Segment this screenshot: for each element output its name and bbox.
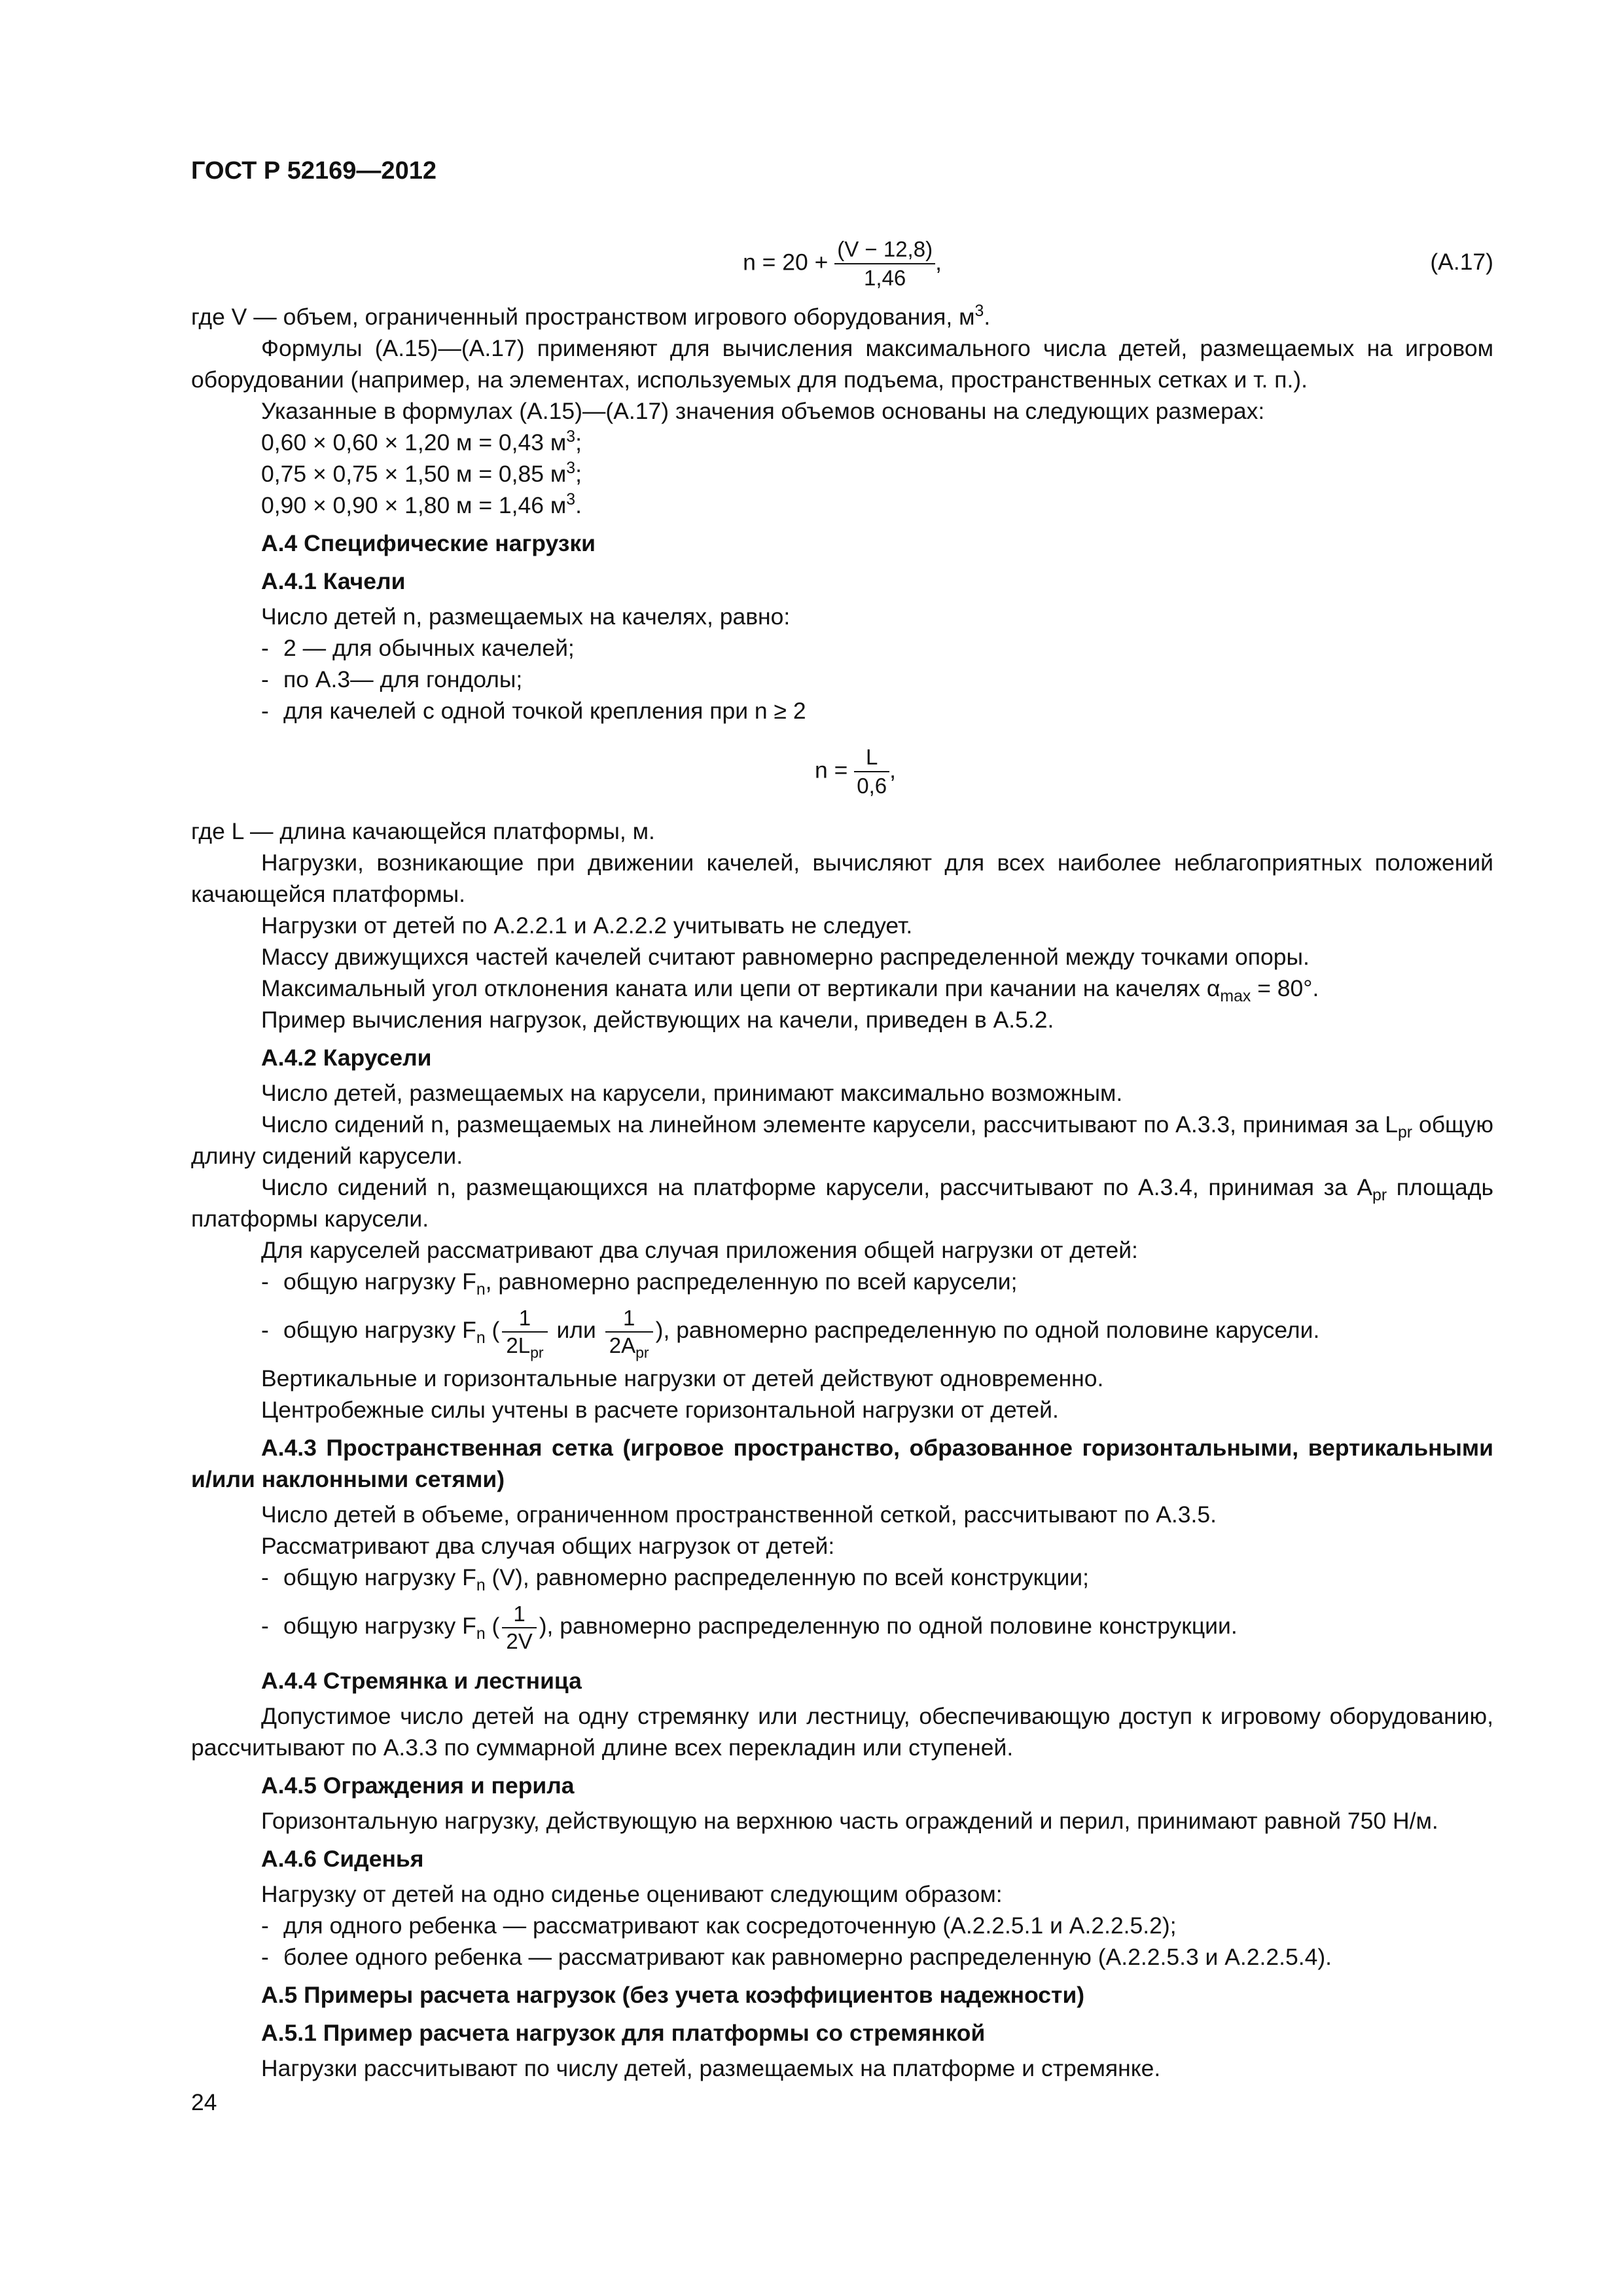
fraction: $\frac{1}{2L_{pr}}$ — [502, 1305, 547, 1359]
formula-tail: , — [935, 249, 942, 275]
heading-a41: А.4.1 Качели — [261, 568, 406, 594]
paragraph: Пример вычисления нагрузок, действующих на качели, приведен в А.5.2. — [261, 1007, 1054, 1033]
paragraph: Центробежные силы учтены в расчете горизонтальной нагрузки от детей. — [261, 1397, 1059, 1423]
list-item: - для качелей с одной точкой крепления при n ≥ 2 — [261, 698, 806, 724]
formula-tail: , — [889, 757, 896, 783]
formula-swing — [191, 730, 1493, 809]
paragraph-volumes: Указанные в формулах (А.15)—(А.17) значения объемов основаны на следующих размерах: — [261, 398, 1265, 424]
paragraph: Допустимое число детей на одну стремянку или лестницу, обеспечивающую доступ к игровому оборудованию, рассчитывают по А.3.3 по суммарной длине всех перекладин или ступеней. — [191, 1703, 1493, 1761]
fraction: $\frac{1}{2V}$ — [502, 1601, 536, 1655]
paragraph: Число сидений n, размещающихся на платформе карусели, рассчитывают по А.3.4, принимая за $A_{pr}$ площадь платформы карусели. — [191, 1174, 1493, 1232]
volume-line-3: 0,90 × 0,90 × 1,80 м = 1,46 $м^3$. — [261, 491, 582, 518]
page-body — [191, 223, 1493, 2084]
paragraph: Число сидений n, размещаемых на линейном элементе карусели, рассчитывают по А.3.3, принимая за $L_{pr}$ общую длину сидений карусели. — [191, 1111, 1494, 1169]
fraction — [834, 236, 935, 292]
volume-line-2: 0,75 × 0,75 × 1,50 м = 0,85 $м^3$; — [261, 459, 582, 487]
heading-a44: А.4.4 Стремянка и лестница — [261, 1668, 582, 1694]
paragraph: Вертикальные и горизонтальные нагрузки от детей действуют одновременно. — [261, 1365, 1104, 1391]
fraction-numerator: L — [854, 744, 889, 772]
paragraph-where-l: где L — длина качающейся платформы, м. — [191, 818, 655, 844]
fraction-denominator: 1,46 — [864, 265, 906, 290]
paragraph: Число детей в объеме, ограниченном пространственной сеткой, рассчитывают по А.3.5. — [261, 1501, 1217, 1528]
paragraph: Нагрузки от детей по А.2.2.1 и А.2.2.2 учитывать не следует. — [261, 912, 913, 939]
list-item: - общую нагрузку $F_n$, равномерно распределенную по всей карусели; — [261, 1268, 1018, 1299]
heading-a42: А.4.2 Карусели — [261, 1045, 432, 1071]
volume-line-1: 0,60 × 0,60 × 1,20 м = 0,43 $м^3$; — [261, 428, 582, 456]
paragraph: Число детей, размещаемых на карусели, принимают максимально возможным. — [261, 1080, 1123, 1106]
paragraph: Для каруселей рассматривают два случая приложения общей нагрузки от детей: — [261, 1237, 1138, 1263]
list-item: - для одного ребенка — рассматривают как сосредоточенную (А.2.2.5.1 и А.2.2.5.2); — [261, 1912, 1177, 1939]
list-item: - более одного ребенка — рассматривают как равномерно распределенную (А.2.2.5.3 и А.2.2.5.4). — [261, 1944, 1332, 1970]
list-item: - общую нагрузку $F_n$ ( $\frac{1}{2L_{pr}}$ или $\frac{1}{2A_{pr}}$ ), равномерно распределенную по одной половине карусели. — [261, 1305, 1320, 1361]
paragraph-where-v: где V — объем, ограниченный пространством игрового оборудования, $м^3$. — [191, 302, 991, 330]
formula-a17 — [191, 223, 1493, 301]
formula-tag: (А.17) — [1430, 249, 1493, 275]
heading-a45: А.4.5 Ограждения и перила — [261, 1772, 575, 1799]
fraction — [854, 744, 889, 800]
paragraph: Горизонтальную нагрузку, действующую на верхнюю часть ограждений и перил, принимают равной 750 Н/м. — [261, 1808, 1438, 1834]
page-number: 24 — [191, 2089, 217, 2115]
list-item: - по А.3— для гондолы; — [261, 666, 523, 692]
fraction-numerator: (V − 12,8) — [834, 236, 935, 264]
paragraph-a41-intro: Число детей n, размещаемых на качелях, равно: — [261, 603, 791, 630]
paragraph: Нагрузки, возникающие при движении качелей, вычисляют для всех наиболее неблагоприятных положений качающейся платформы. — [191, 850, 1493, 907]
list-item: - 2 — для обычных качелей; — [261, 635, 575, 661]
fraction: $\frac{1}{2A_{pr}}$ — [605, 1305, 653, 1359]
heading-a43: А.4.3 Пространственная сетка (игровое пространство, образованное горизонтальными, вертикальными и/или наклонными сетями) — [191, 1435, 1493, 1492]
paragraph: Максимальный угол отклонения каната или цепи от вертикали при качании на качелях $\alpha_{max} = 80^\circ$. — [261, 975, 1319, 1006]
heading-a46: А.4.6 Сиденья — [261, 1846, 424, 1872]
paragraph-formulas-use: Формулы (А.15)—(А.17) применяют для вычисления максимального числа детей, размещаемых на игровом оборудовании (например, на элементах, используемых для подъема, пространственных сетках и т. п.). — [191, 335, 1493, 393]
list-item: - общую нагрузку $F_n$ (V), равномерно распределенную по всей конструкции; — [261, 1564, 1089, 1595]
heading-a5: А.5 Примеры расчета нагрузок (без учета коэффициентов надежности) — [261, 1982, 1085, 2008]
paragraph: Нагрузки рассчитывают по числу детей, размещаемых на платформе и стремянке. — [261, 2055, 1161, 2081]
heading-a4: А.4 Специфические нагрузки — [261, 530, 596, 556]
fraction-denominator: 0,6 — [857, 773, 887, 798]
paragraph: Нагрузку от детей на одно сиденье оценивают следующим образом: — [261, 1881, 1003, 1907]
formula-lhs: n = — [815, 757, 848, 783]
paragraph: Рассматривают два случая общих нагрузок от детей: — [261, 1533, 835, 1559]
heading-a51: А.5.1 Пример расчета нагрузок для платформы со стремянкой — [261, 2020, 986, 2046]
paragraph: Массу движущихся частей качелей считают равномерно распределенной между точками опоры. — [261, 944, 1310, 970]
formula-lhs: n = 20 + — [743, 249, 829, 275]
list-item: - общую нагрузку $F_n$ ( $\frac{1}{2V}$ ), равномерно распределенную по одной половине конструкции. — [261, 1601, 1238, 1653]
document-header: ГОСТ Р 52169—2012 — [191, 157, 437, 185]
